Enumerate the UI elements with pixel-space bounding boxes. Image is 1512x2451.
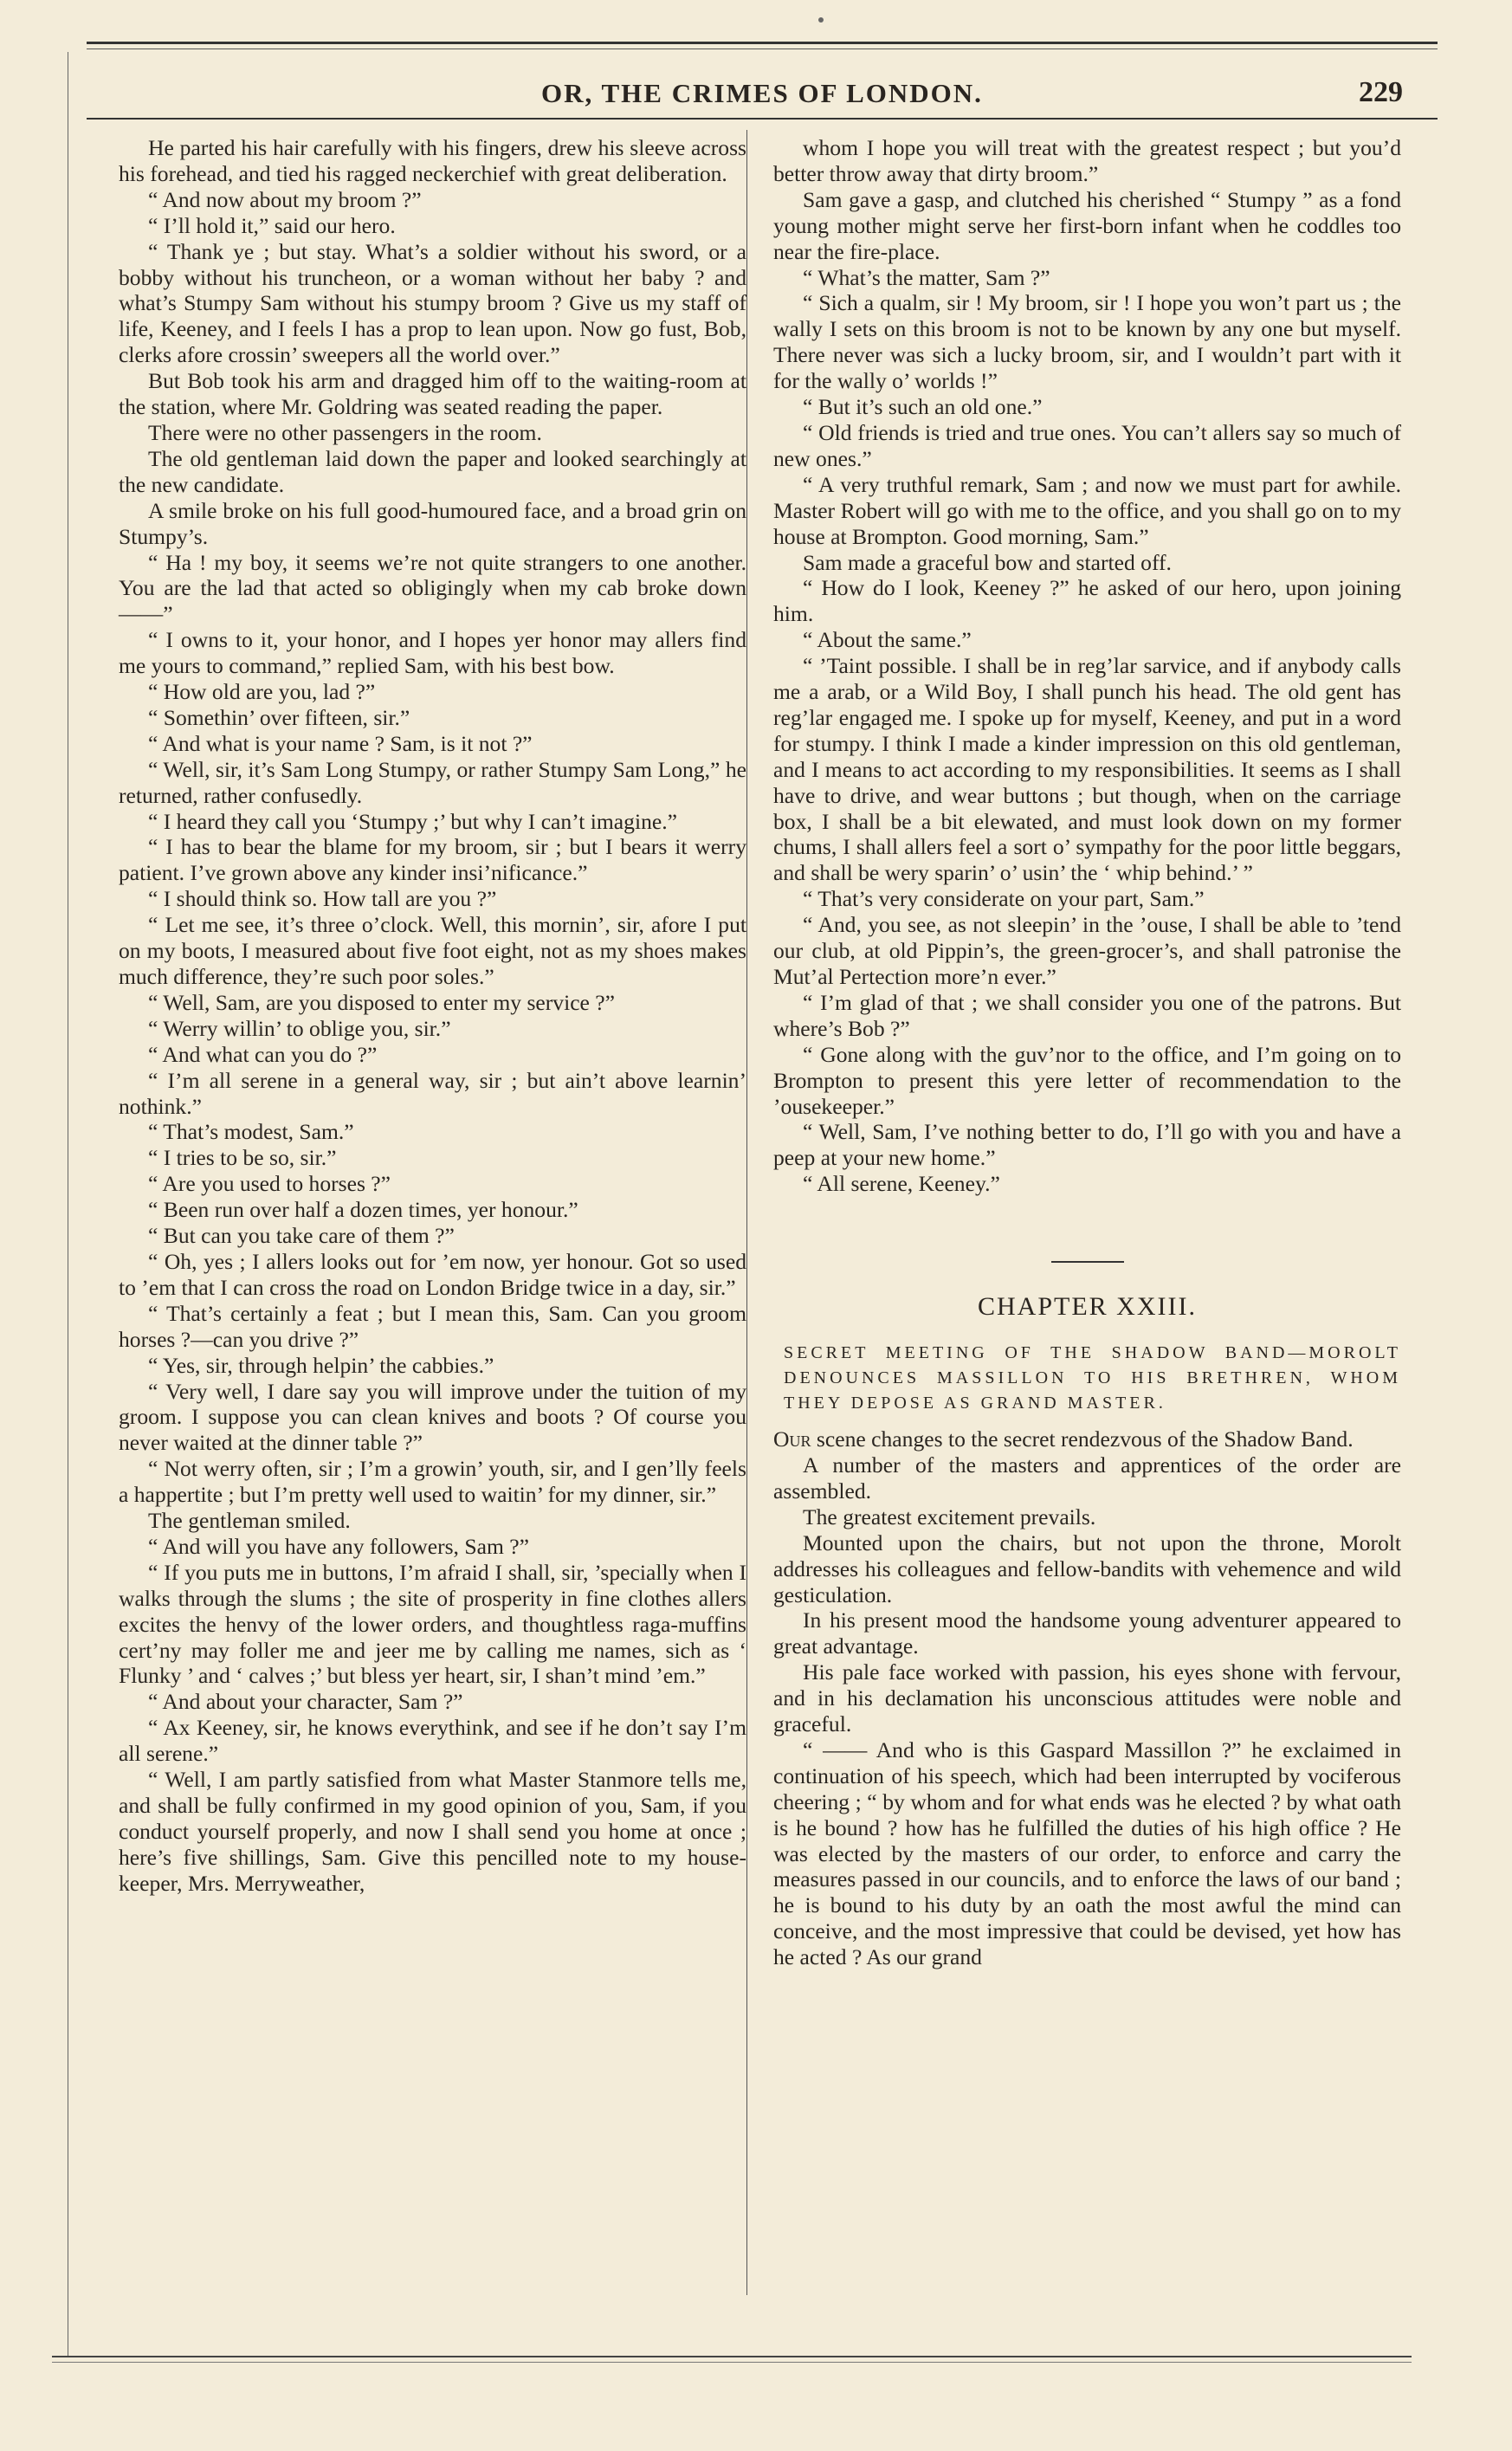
paragraph: “ Let me see, it’s three o’clock. Well, this mornin’, sir, afore I put on my boots, I measured about five foot eight, not as my shoes makes much difference, they’re such poor soles.” bbox=[119, 912, 746, 989]
ink-speck bbox=[818, 17, 824, 23]
paragraph: “ Are you used to horses ?” bbox=[148, 1171, 391, 1197]
paragraph: “ But can you take care of them ?” bbox=[148, 1223, 455, 1249]
bottom-rule-thin bbox=[52, 2362, 1412, 2363]
paragraph: “ I tries to be so, sir.” bbox=[148, 1145, 337, 1171]
page-number: 229 bbox=[1359, 76, 1403, 108]
paragraph: “ Oh, yes ; I allers looks out for ’em now, yer honour. Got so used to ’em that I can cross the road on London Bridge twice in a day, sir.” bbox=[119, 1248, 746, 1300]
paragraph: “ I heard they call you ‘Stumpy ;’ but why I can’t imagine.” bbox=[148, 808, 677, 834]
paragraph: “ Gone along with the guv’nor to the office, and I’m going on to Brompton to present this yere letter of recommendation to the ’ousekeeper.” bbox=[773, 1041, 1401, 1119]
paragraph: “ How old are you, lad ?” bbox=[148, 679, 376, 705]
paragraph: “ I has to bear the blame for my broom, sir ; but I bears it werry patient. I’ve grown above any kinder insi’nificance.” bbox=[119, 834, 746, 886]
paragraph: The greatest excitement prevails. bbox=[803, 1504, 1096, 1529]
paragraph: His pale face worked with passion, his eyes shone with fervour, and in his declamation his unconscious attitudes were noble and graceful. bbox=[773, 1659, 1401, 1737]
paragraph: “ Thank ye ; but stay. What’s a soldier without his sword, or a bobby without his truncheon, or a woman without her baby ? and what’s Stumpy Sam without his stumpy broom ? Give us my staff of life, Keeney, and I feels I has a prop to lean upon. Now go fust, Bob, clerks afore crossin’ sweepers all the world over.” bbox=[119, 238, 746, 368]
paragraph: Sam made a graceful bow and started off. bbox=[803, 549, 1172, 575]
chapter-text bbox=[773, 1426, 1401, 1970]
paragraph: “ I should think so. How tall are you ?” bbox=[148, 886, 497, 912]
paragraph: “ But it’s such an old one.” bbox=[803, 394, 1043, 420]
paragraph: “ A very truthful remark, Sam ; and now we must part for awhile. Master Robert will go with me to the office, and you shall go on to my house at Brompton. Good morning, Sam.” bbox=[773, 471, 1401, 549]
chapter-paragraph-text: scene changes to the secret rendezvous of the Shadow Band. bbox=[811, 1426, 1354, 1452]
paragraph: “ Yes, sir, through helpin’ the cabbies.” bbox=[148, 1352, 494, 1378]
paragraph: There were no other passengers in the room. bbox=[148, 419, 542, 445]
paragraph: “ Old friends is tried and true ones. You can’t allers say so much of new ones.” bbox=[773, 419, 1401, 471]
paragraph: “ I’m all serene in a general way, sir ; but ain’t above learnin’ nothink.” bbox=[119, 1067, 746, 1119]
section-separator bbox=[1051, 1261, 1124, 1263]
paragraph: “ I owns to it, your honor, and I hopes yer honor may allers find me yours to command,” replied Sam, with his best bow. bbox=[119, 627, 746, 679]
bottom-rule bbox=[52, 2356, 1412, 2357]
paragraph: “ How do I look, Keeney ?” he asked of our hero, upon joining him. bbox=[773, 575, 1401, 627]
paragraph: “ Ax Keeney, sir, he knows everythink, and see if he don’t say I’m all serene.” bbox=[119, 1715, 746, 1767]
right-column-text bbox=[773, 135, 1401, 1197]
paragraph: But Bob took his arm and dragged him off to the waiting-room at the station, where Mr. Goldring was seated reading the paper. bbox=[119, 368, 746, 420]
right-column bbox=[773, 135, 1401, 1970]
paragraph: A number of the masters and apprentices of the order are assembled. bbox=[773, 1452, 1401, 1504]
running-head: OR, THE CRIMES OF LONDON. bbox=[541, 78, 983, 108]
drop-word: Our bbox=[773, 1426, 811, 1452]
paragraph: The old gentleman laid down the paper and looked searchingly at the new candidate. bbox=[119, 445, 746, 497]
paragraph: In his present mood the handsome young adventurer appeared to great advantage. bbox=[773, 1607, 1401, 1659]
paragraph: whom I hope you will treat with the greatest respect ; but you’d better throw away that dirty broom.” bbox=[773, 135, 1401, 186]
paragraph: “ —— And who is this Gaspard Massillon ?” he exclaimed in continuation of his speech, which had been interrupted by vociferous cheering ; “ by whom and for what ends was he elected ? by what oath is he bound ? how has he fulfilled the duties of his high office ? He was elected by the masters of our order, to enforce and carry the measures passed in our councils, and to enforce the laws of our band ; he is bound to his duty by an oath the most awful the mind can conceive, and the most impressive that could be devised, yet how has he acted ? As our grand bbox=[773, 1736, 1401, 1970]
page-header bbox=[87, 74, 1438, 120]
paragraph: “ Well, Sam, I’ve nothing better to do, I’ll go with you and have a peep at your new home.” bbox=[773, 1119, 1401, 1171]
paragraph: “ And what can you do ?” bbox=[148, 1041, 378, 1067]
top-rule bbox=[87, 42, 1438, 44]
chapter-paragraph bbox=[773, 1426, 1401, 1452]
paragraph: “ And, you see, as not sleepin’ in the ’ouse, I shall be able to ’tend our club, at old Pippin’s, the green-grocer’s, and shall patronise the Mut’al Pertection more’n ever.” bbox=[773, 912, 1401, 989]
paragraph: A smile broke on his full good-humoured face, and a broad grin on Stumpy’s. bbox=[119, 497, 746, 549]
paragraph: “ Not werry often, sir ; I’m a growin’ youth, sir, and I gen’lly feels a happertite ; but I’m pretty well used to waitin’ for my dinner, sir.” bbox=[119, 1456, 746, 1508]
paragraph: Mounted upon the chairs, but not upon the throne, Morolt addresses his colleagues and fellow-bandits with vehemence and wild gesticulation. bbox=[773, 1529, 1401, 1607]
paragraph: “ Been run over half a dozen times, yer honour.” bbox=[148, 1197, 578, 1223]
paragraph: “ All serene, Keeney.” bbox=[803, 1171, 1000, 1197]
paragraph: “ That’s certainly a feat ; but I mean this, Sam. Can you groom horses ?—can you drive ?” bbox=[119, 1300, 746, 1352]
paragraph: “ And will you have any followers, Sam ?” bbox=[148, 1533, 529, 1559]
chapter-summary: SECRET MEETING OF THE SHADOW BAND—MOROLT DENOUNCES MASSILLON TO HIS BRETHREN, WHOM THEY DEPOSE AS GRAND MASTER. bbox=[784, 1343, 1401, 1413]
paragraph: “ ’Taint possible. I shall be in reg’lar sarvice, and if anybody calls me a arab, or a Wild Boy, I shall punch his head. The old gent has reg’lar engaged me. I spoke up for myself, Keeney, and put in a word for stumpy. I think I made a kinder impression on this old gentleman, and I means to act according to my responsibilities. It seems as I shall have to drive, and wear buttons ; but though, when on the carriage box, I shall be a bit elewated, and must look down on my former chums, I shall allers feel a sort o’ sympathy for the poor little beggars, and shall be wery sparin’ o’ usin’ the ‘ whip behind.’ ” bbox=[773, 653, 1401, 886]
column-divider bbox=[746, 130, 747, 2295]
paragraph: The gentleman smiled. bbox=[148, 1508, 351, 1534]
paragraph: “ I’ll hold it,” said our hero. bbox=[148, 212, 396, 238]
paragraph: “ Somethin’ over fifteen, sir.” bbox=[148, 704, 410, 730]
paragraph: Sam gave a gasp, and clutched his cherished “ Stumpy ” as a fond young mother might serve her first-born infant when he coddles too near the fire-place. bbox=[773, 186, 1401, 264]
paragraph: “ About the same.” bbox=[803, 627, 972, 653]
paragraph: “ Well, sir, it’s Sam Long Stumpy, or rather Stumpy Sam Long,” he returned, rather confusedly. bbox=[119, 756, 746, 808]
paragraph: “ Werry willin’ to oblige you, sir.” bbox=[148, 1015, 451, 1041]
paragraph: “ And now about my broom ?” bbox=[148, 186, 422, 212]
paragraph: He parted his hair carefully with his fingers, drew his sleeve across his forehead, and tied his ragged neckerchief with great deliberation. bbox=[119, 135, 746, 186]
paragraph: “ And what is your name ? Sam, is it not ?” bbox=[148, 730, 533, 756]
left-column bbox=[119, 135, 746, 1897]
paragraph: “ That’s very considerate on your part, Sam.” bbox=[803, 886, 1205, 912]
chapter-title: CHAPTER XXIII. bbox=[978, 1292, 1197, 1322]
paragraph: “ That’s modest, Sam.” bbox=[148, 1119, 354, 1145]
paragraph: “ Well, Sam, are you disposed to enter my service ?” bbox=[148, 989, 616, 1015]
paragraph: “ If you puts me in buttons, I’m afraid I shall, sir, ’specially when I walks through the slums ; the site of prosperity in fine clothes allers excites the henvy of the lower orders, and thoughtless raga-muffins cert’ny may foller me and jeer me by calling me names, sich as ‘ Flunky ’ and ‘ calves ;’ but bless yer heart, sir, I shan’t mind ’em.” bbox=[119, 1559, 746, 1689]
paragraph: “ What’s the matter, Sam ?” bbox=[803, 264, 1050, 290]
paragraph: “ Well, I am partly satisfied from what Master Stanmore tells me, and shall be fully confirmed in my good opinion of you, Sam, if you conduct yourself properly, and now I shall send you home at once ; here’s five shillings, Sam. Give this pencilled note to my house-keeper, Mrs. Merryweather, bbox=[119, 1767, 746, 1896]
paragraph: “ And about your character, Sam ?” bbox=[148, 1689, 463, 1715]
paragraph: “ I’m glad of that ; we shall consider you one of the patrons. But where’s Bob ?” bbox=[773, 989, 1401, 1041]
paragraph: “ Ha ! my boy, it seems we’re not quite strangers to one another. You are the lad that acted so obligingly when my cab broke down——” bbox=[119, 549, 746, 627]
paragraph: “ Very well, I dare say you will improve under the tuition of my groom. I suppose you can clean knives and boots ? Of course you never waited at the dinner table ?” bbox=[119, 1378, 746, 1456]
paragraph: “ Sich a qualm, sir ! My broom, sir ! I hope you won’t part us ; the wally I sets on this broom is not to be known by any one but myself. There never was sich a lucky broom, sir, and I wouldn’t part with it for the wally o’ worlds !” bbox=[773, 290, 1401, 394]
